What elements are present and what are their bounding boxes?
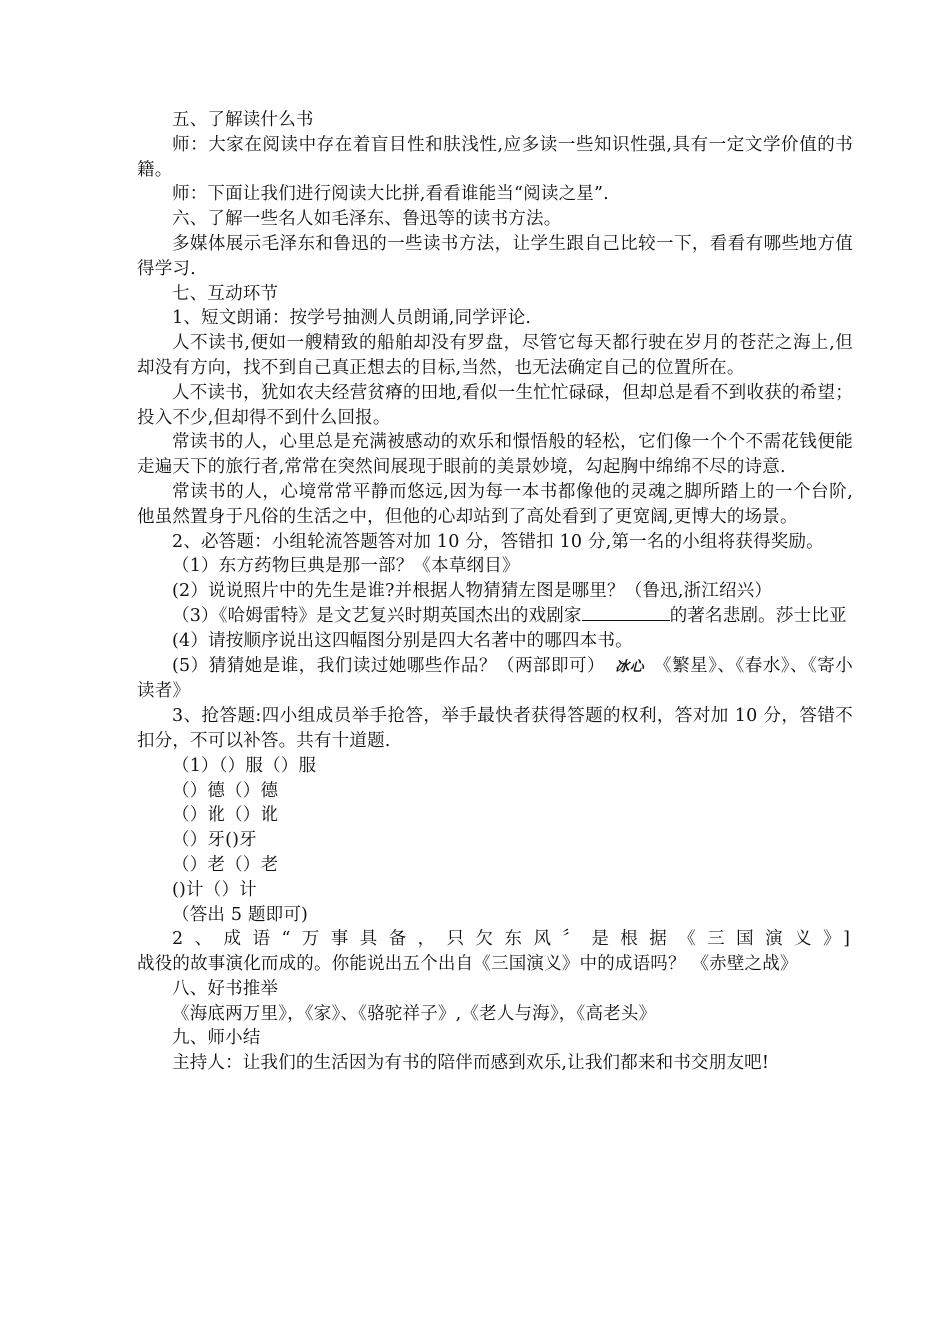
idiom-fill-item: （）老（）老	[172, 854, 279, 875]
question: (4）请按顺序说出这四幅图分别是四大名著中的哪四本书。	[172, 630, 633, 651]
author-name: 冰心	[615, 658, 645, 675]
recital-paragraph: 人不读书,便如一艘精致的船舶却没有罗盘，尽管它每天都行驶在岁月的苍茫之海上,但却没有方向，找不到自己真正想去的目标,当然，也无法确定自己的位置所在。	[137, 333, 853, 378]
idiom-fill-item: （）讹（）讹	[172, 805, 279, 826]
section-heading-8: 八、好书推举	[172, 978, 279, 999]
item-short-recital: 1、短文朗诵：按学号抽测人员朗诵,同学评论.	[172, 308, 532, 329]
section-heading-7: 七、互动环节	[172, 283, 279, 304]
item-required-questions: 2、必答题：小组轮流答题答对加 10 分，答错扣 10 分,第一名的小组将获得奖励。	[172, 531, 824, 552]
recital-paragraph: 常读书的人，心里总是充满被感动的欢乐和憬悟般的轻松，它们像一个个不需花钱便能走遍天下的旅行者,常常在突然间展现于眼前的美景妙境，勾起胸中绵绵不尽的诗意.	[137, 432, 853, 478]
question-text: 的著名悲剧。莎士比亚	[669, 605, 847, 626]
document-page	[137, 108, 853, 1076]
idiom-fill-item: （）德（）德	[172, 780, 279, 801]
paragraph: 师：下面让我们进行阅读大比拼,看看谁能当“阅读之星”.	[172, 184, 609, 205]
section-heading-6: 六、了解一些名人如毛泽东、鲁迅等的读书方法。	[172, 209, 562, 230]
idiom-fill-item: ()计（）计	[172, 879, 257, 900]
note: （答出 5 题即可)	[172, 904, 309, 925]
paragraph: 多媒体展示毛泽东和鲁迅的一些读书方法，让学生跟自己比较一下，看看有哪些地方值得学习.	[137, 233, 853, 279]
paragraph: 师：大家在阅读中存在着盲目性和肤浅性,应多读一些知识性强,具有一定文学价值的书籍。	[137, 134, 853, 180]
question: 2、成语“万事具备，只欠东风〞是根据《三国演义》]	[172, 929, 853, 950]
recital-paragraph: 人不读书，犹如农夫经营贫瘠的田地,看似一生忙忙碌碌，但却总是看不到收获的希望；投入不少,但却得不到什么回报。	[137, 382, 853, 428]
question: (2）说说照片中的先生是谁?并根据人物猜猜左图是哪里？（鲁迅,浙江绍兴）	[172, 581, 773, 602]
question: 战役的故事演化而成的。你能说出五个出自《三国演义》中的成语吗？ 《赤壁之战》	[137, 954, 798, 975]
idiom-fill-item: （1）（）服（）服	[172, 755, 317, 776]
item-quick-answer: 3、抢答题:四小组成员举手抢答，举手最快者获得答题的权利，答对加 10 分，答错不扣分，不可以补答。共有十道题.	[137, 706, 853, 751]
idiom-fill-item: （）牙()牙	[172, 830, 257, 851]
section-heading-9: 九、师小结	[172, 1028, 261, 1049]
recital-paragraph: 常读书的人，心境常常平静而悠远,因为每一本书都像他的灵魂之脚所踏上的一个台阶,他虽然置身于凡俗的生活之中，但他的心却站到了高处看到了更宽阔,更博大的场景。	[137, 481, 853, 527]
question: （1）东方药物巨典是那一部？《本草纲目》	[172, 556, 520, 577]
question	[137, 654, 853, 705]
question-text: 《繁星》、《春水》、《寄小读者》	[137, 655, 854, 702]
book-list: 《海底两万里》，《家》、《骆驼祥子》,《老人与海》，《高老头》	[172, 1003, 657, 1024]
question	[137, 604, 853, 629]
closing-remark: 主持人：让我们的生活因为有书的陪伴而感到欢乐,让我们都来和书交朋友吧!	[172, 1053, 770, 1074]
section-heading-5: 五、了解读什么书	[172, 110, 314, 130]
question-text: （3）《哈姆雷特》是文艺复兴时期英国杰出的戏剧家	[172, 605, 582, 626]
answer-blank	[582, 604, 670, 621]
question-text: (5）猜猜她是谁，我们读过她哪些作品？（两部即可）	[172, 655, 606, 676]
